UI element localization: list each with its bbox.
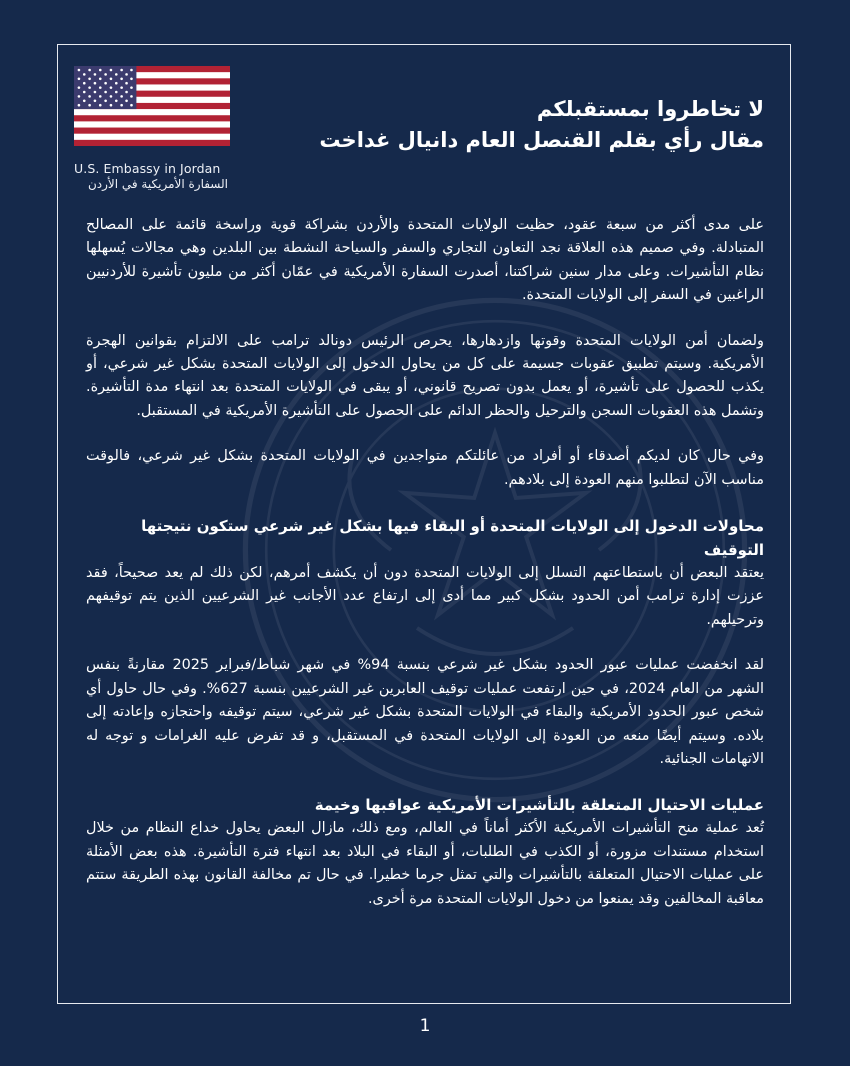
article-body (86, 214, 764, 933)
paragraph-2: ولضمان أمن الولايات المتحدة وقوتها وازدهارها، يحرص الرئيس دونالد ترامب على الالتزام بقوانين الهجرة الأمريكية. وسيتم تطبيق عقوبات جسيمة على كل من يحاول الدخول إلى الولايات المتحدة بشكل غير شرعي، أو يكذب للحصول على تأشيرة، أو يعمل بدون تصريح قانوني، أو يبقى في الولايات المتحدة بعد انتهاء مدة التأشيرة. وتشمل هذه العقوبات السجن والترحيل والحظر الدائم على الحصول على التأشيرة الأمريكية في المستقبل. (86, 332, 764, 419)
title-line-1: لا تخاطروا بمستقبلكم (536, 97, 764, 121)
section-heading-illegal-entry: محاولات الدخول إلى الولايات المتحدة أو البقاء فيها بشكل غير شرعي ستكون نتيجتها التوقيف (141, 517, 764, 560)
page-number: 1 (419, 1016, 431, 1036)
us-flag-icon (74, 66, 230, 146)
section-heading-visa-fraud: عمليات الاحتيال المتعلقة بالتأشيرات الأمريكية عواقبها وخيمة (314, 796, 764, 815)
paragraph-4: يعتقد البعض أن باستطاعتهم التسلل إلى الولايات المتحدة دون أن يكشف أمرهم، لكن ذلك لم يعد صحيحاً، فقد عززت إدارة ترامب أمن الحدود بشكل كبير مما أدى إلى ارتفاع عدد الأجانب غير الشرعيين الذين يتم توقيفهم وترحيلهم. (86, 565, 764, 628)
paragraph-3: وفي حال كان لديكم أصدقاء أو أفراد من عائلتكم متواجدين في الولايات المتحدة بشكل غير شرعي، فالوقت مناسب الآن لتطلبوا منهم العودة إلى بلادهم. (86, 448, 764, 488)
title-line-2: مقال رأي بقلم القنصل العام دانيال غداخت (319, 128, 764, 152)
paragraph-6: تُعد عملية منح التأشيرات الأمريكية الأكثر أماناً في العالم، ومع ذلك، مازال البعض يحاول خداع النظام من خلال استخدام مستندات مزورة، أو الكذب في الطلبات، أو البقاء في البلاد بعد انتهاء فترة التأشيرة. هذه بعض الأمثلة على عمليات الاحتيال المتعلقة بالتأشيرات والتي تمثل جرما خطيرا. في حال تم مخالفة القانون بهذه الطريقة ستتم معاقبة المخالفين وقد يمنعوا من دخول الولايات المتحدة مرة أخرى. (86, 820, 764, 907)
article-title (244, 94, 764, 156)
embassy-name-english: U.S. Embassy in Jordan (74, 161, 221, 176)
embassy-name-arabic: السفارة الأمريكية في الأردن (87, 177, 228, 191)
paragraph-1: على مدى أكثر من سبعة عقود، حظيت الولايات المتحدة والأردن بشراكة قوية وراسخة قائمة على المصالح المتبادلة. وفي صميم هذه العلاقة نجد التعاون التجاري والسفر والسياحة النشطة بين البلدين وهي مجالات يُسهلها نظام التأشيرات. وعلى مدار سنين شراكتنا، أصدرت السفارة الأمريكية في عمّان أكثر من مليون تأشيرة للأردنيين الراغبين في السفر إلى الولايات المتحدة. (86, 217, 764, 304)
paragraph-5: لقد انخفضت عمليات عبور الحدود بشكل غير شرعي بنسبة 94% في شهر شباط/فبراير 2025 مقارنةً بنفس الشهر من العام 2024، في حين ارتفعت عمليات توقيف العابرين غير الشرعيين بنسبة 627%. وفي حال حاول أي شخص عبور الحدود الأمريكية والبقاء في الولايات المتحدة بشكل غير شرعي، سيتم توقيفه واحتجازه وإعادته إلى بلاده. وسيتم أيضًا منعه من العودة إلى الولايات المتحدة في المستقبل، و قد تفرض عليه الغرامات و توجه له الاتهامات الجنائية. (86, 657, 764, 767)
